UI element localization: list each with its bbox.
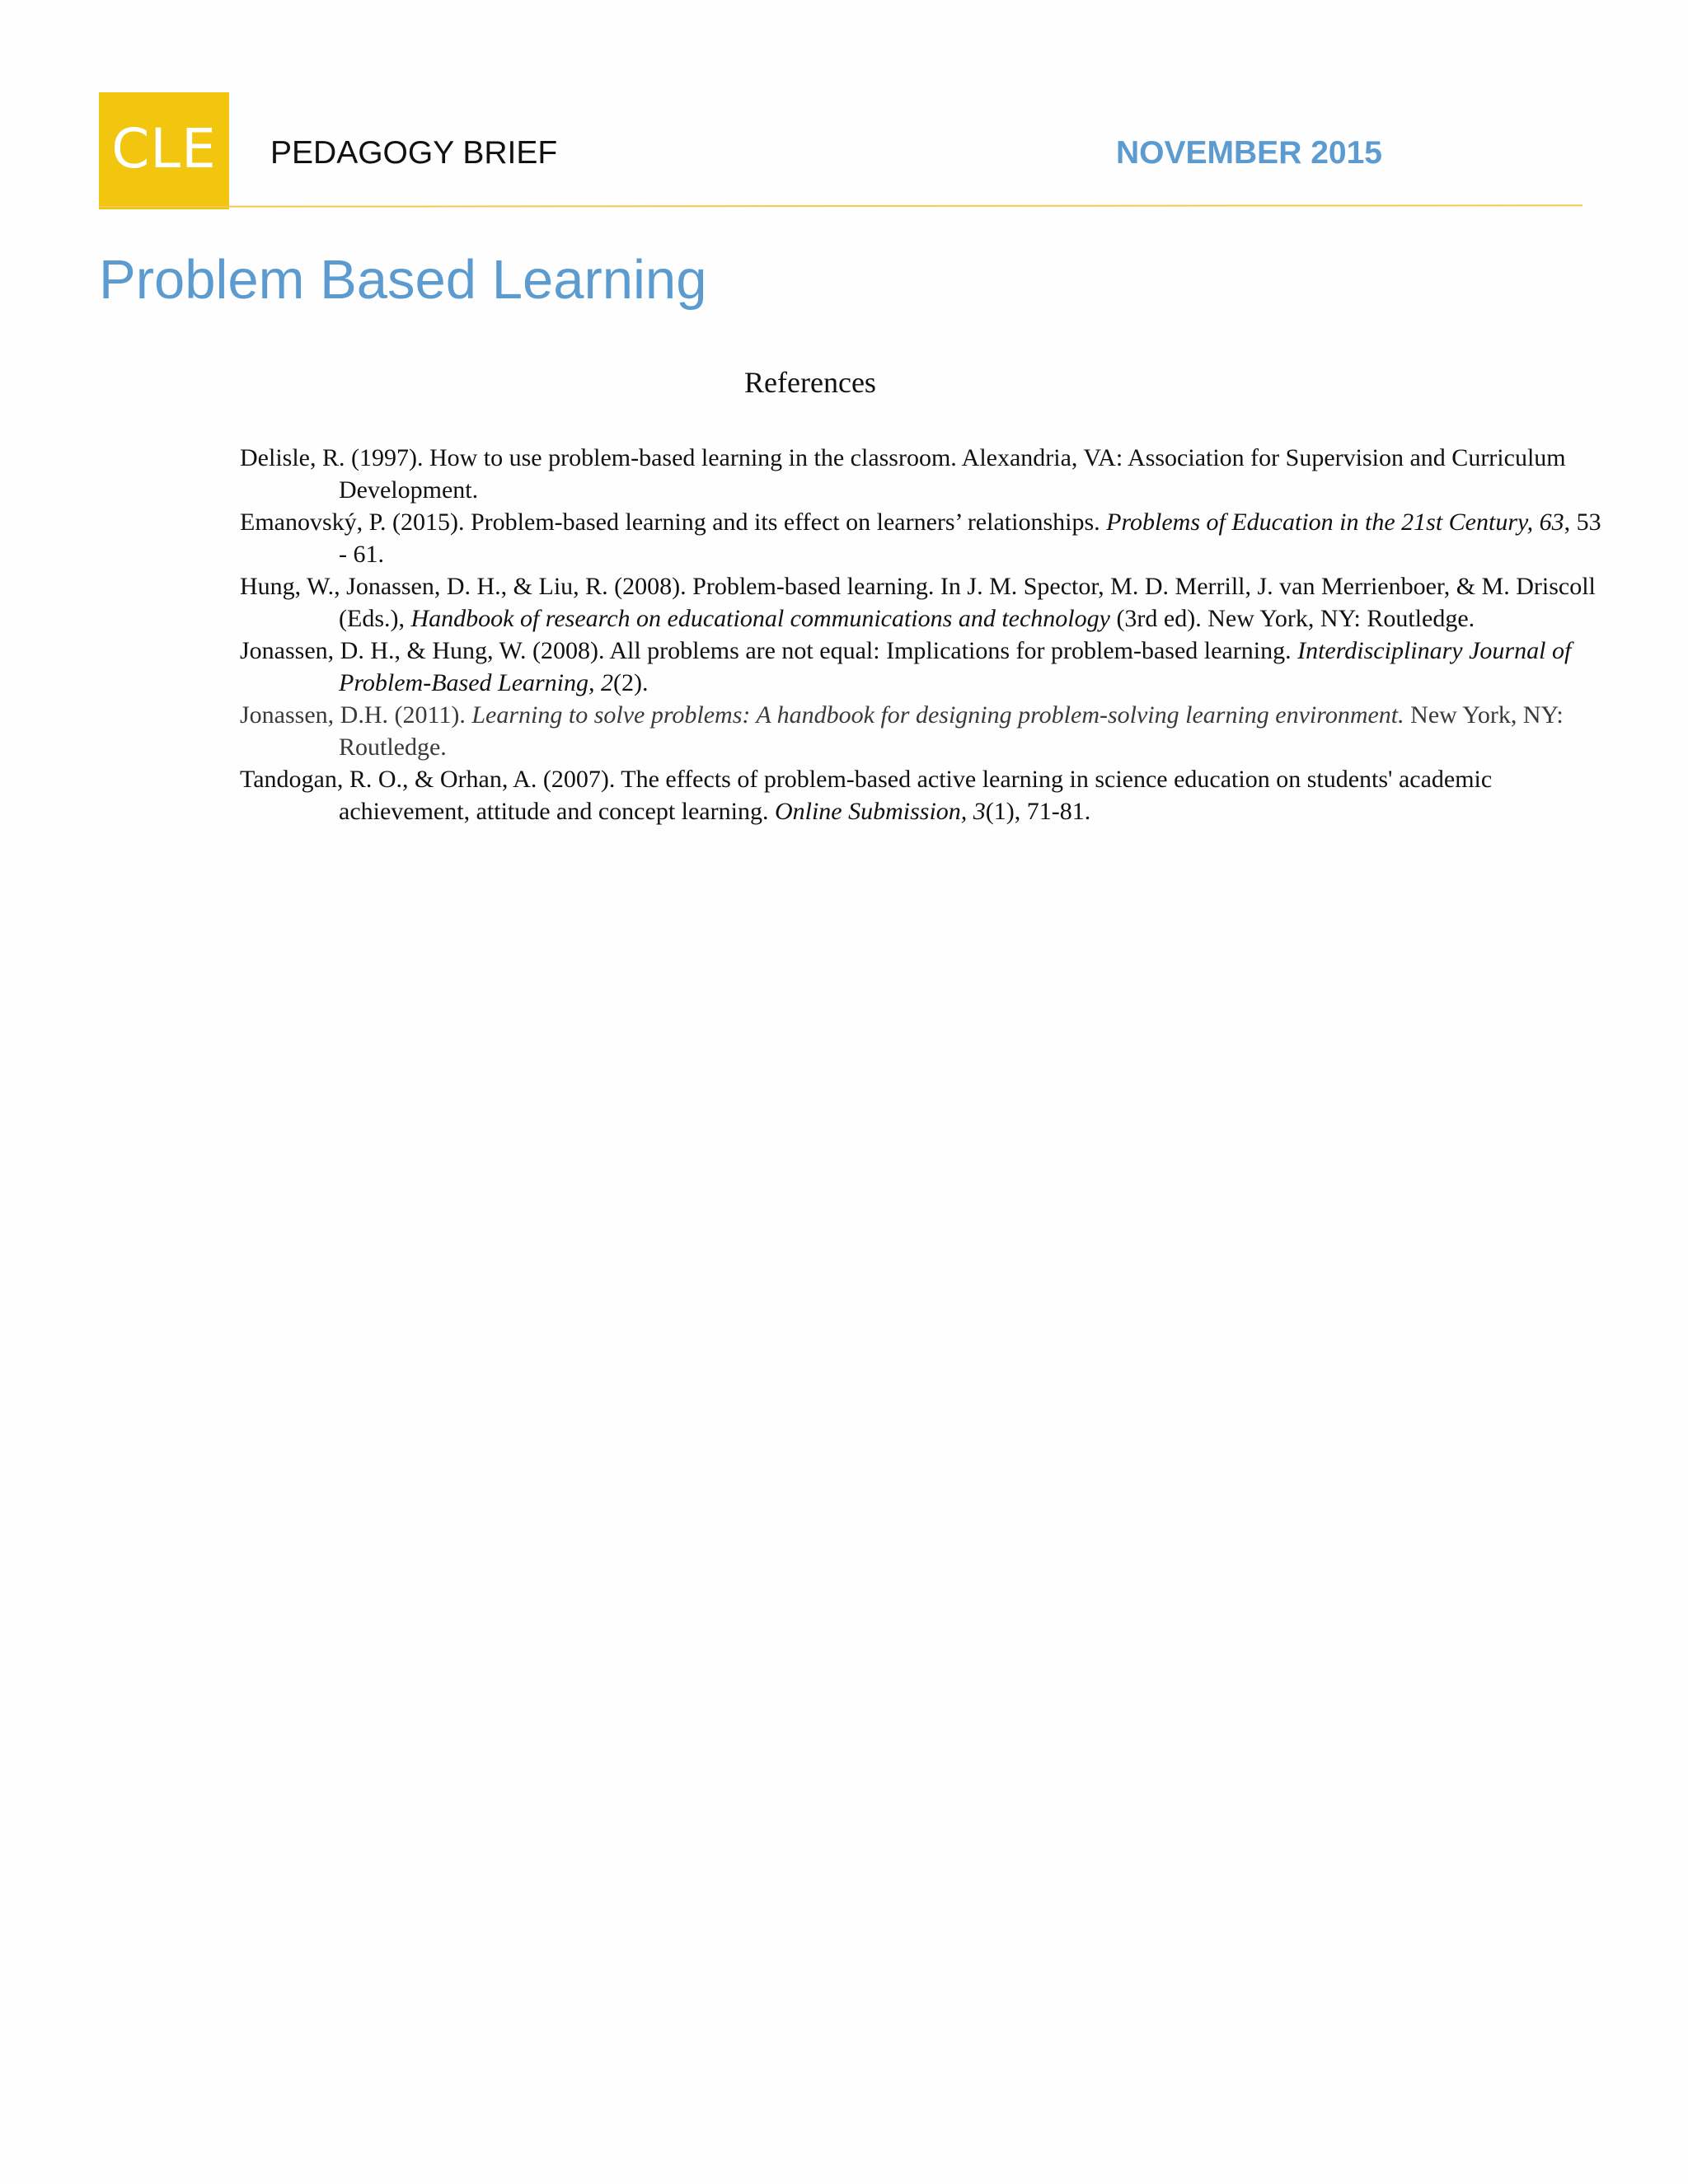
reference-text-tail: (1), 71-81. [985, 798, 1091, 825]
references-heading: References [744, 366, 876, 399]
reference-text: Jonassen, D. H., & Hung, W. (2008). All problems are not equal: Implications for problem-based learning. [240, 637, 1298, 664]
reference-item [240, 699, 1608, 763]
reference-text: Emanovský, P. (2015). Problem-based learning and its effect on learners’ relationships. [240, 509, 1107, 536]
reference-source: Interdisciplinary Journal of Problem-Based Learning, 2 [339, 637, 1572, 696]
reference-text-tail: New York, NY: Routledge. [339, 701, 1564, 761]
brief-label: PEDAGOGY BRIEF [270, 135, 558, 171]
reference-text: Hung, W., Jonassen, D. H., & Liu, R. (2008). Problem-based learning. In J. M. Spector, M. D. Merrill, J. van Merrienboer, & M. Driscoll (Eds.), [240, 573, 1596, 632]
reference-text: Delisle, R. (1997). How to use problem-based learning in the classroom. Alexandria, VA: Association for Supervision and Curriculum Development. [240, 444, 1566, 504]
reference-text: Tandogan, R. O., & Orhan, A. (2007). The effects of problem-based active learning in science education on students' academic achievement, attitude and concept learning. [240, 766, 1493, 825]
reference-source: Problems of Education in the 21st Century, 63 [1106, 509, 1564, 536]
reference-source: Handbook of research on educational communications and technology [410, 605, 1110, 632]
header-divider [99, 204, 1582, 208]
reference-source: Learning to solve problems: A handbook for designing problem-solving learning environment. [471, 701, 1404, 729]
reference-item [240, 442, 1608, 506]
reference-item [240, 570, 1608, 635]
page-title: Problem Based Learning [99, 249, 707, 311]
reference-item [240, 763, 1608, 827]
reference-text-tail: (2). [613, 669, 649, 696]
issue-date: NOVEMBER 2015 [1116, 135, 1382, 171]
cle-logo [99, 92, 229, 209]
reference-list [240, 442, 1608, 827]
reference-text-tail: , 53 - 61. [339, 509, 1601, 568]
cle-logo-text: CLE [111, 117, 217, 180]
reference-text: Jonassen, D.H. (2011). [240, 701, 472, 729]
reference-item [240, 635, 1608, 699]
reference-source: Online Submission, 3 [774, 798, 986, 825]
reference-text-tail: (3rd ed). New York, NY: Routledge. [1109, 605, 1475, 632]
reference-item [240, 506, 1608, 570]
